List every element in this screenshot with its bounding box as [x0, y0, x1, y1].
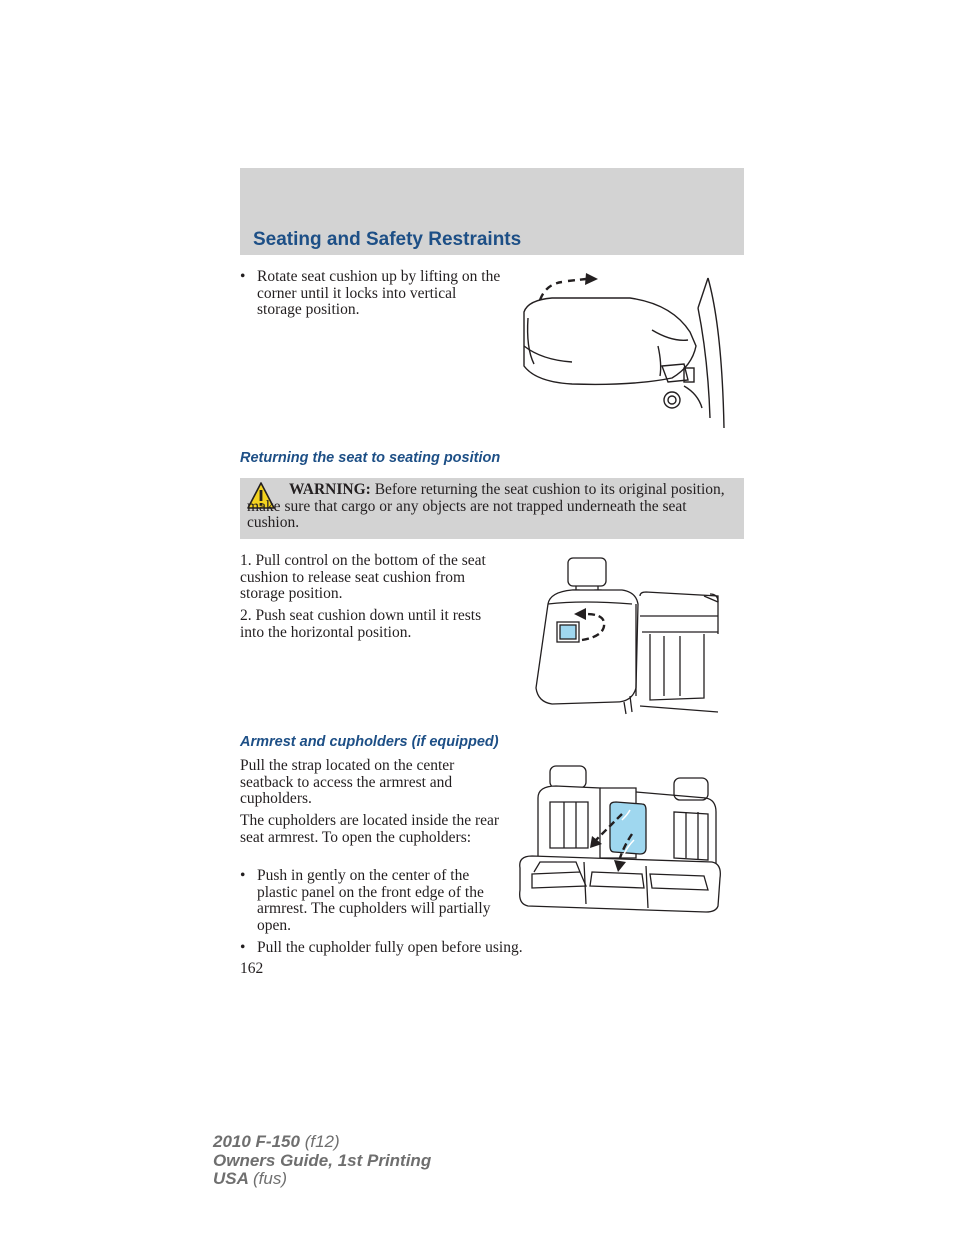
footer-market: USA [213, 1169, 249, 1188]
bullet-dot: • [240, 867, 246, 884]
bullet-rotate-cushion [240, 269, 502, 319]
footer-model-code: (f12) [304, 1132, 340, 1151]
bullet-pull-cupholder [240, 940, 620, 957]
heading-returning-seat: Returning the seat to seating position [240, 450, 501, 466]
warning-label: WARNING: [289, 481, 371, 498]
page-number: 162 [240, 960, 264, 977]
armrest-cupholder-illustration [516, 762, 722, 914]
step-2: 2. Push seat cushion down until it rests into the horizontal position. [240, 607, 482, 641]
section-title: Seating and Safety Restraints [253, 229, 522, 250]
document-footer [213, 1133, 431, 1189]
seat-release-illustration [532, 556, 722, 716]
footer-line-1 [213, 1133, 431, 1152]
armrest-paragraph-2: The cupholders are located inside the rear seat armrest. To open the cupholders: [240, 812, 500, 846]
warning-box [240, 478, 744, 539]
bullet-dot: • [240, 268, 246, 285]
bullet-text: Push in gently on the center of the plastic panel on the front edge of the armrest. The cupholders will partially open. [257, 867, 491, 934]
armrest-paragraph-1: Pull the strap located on the center seatback to access the armrest and cupholders. [240, 757, 455, 807]
bullet-text: Pull the cupholder fully open before using. [257, 939, 523, 956]
bullet-dot: • [240, 939, 246, 956]
seat-cushion-rotate-illustration [512, 268, 732, 430]
footer-model: 2010 F-150 [213, 1132, 300, 1151]
bullet-text: Rotate seat cushion up by lifting on the corner until it locks into vertical storage position. [257, 268, 501, 318]
step-1: 1. Pull control on the bottom of the seat cushion to release seat cushion from storage position. [240, 552, 486, 602]
heading-armrest-cupholders: Armrest and cupholders (if equipped) [240, 734, 499, 750]
warning-text [247, 482, 727, 532]
footer-line-2: Owners Guide, 1st Printing [213, 1150, 432, 1170]
warning-body: Before returning the seat cushion to its original position, make sure that cargo or any objects are not trapped underneath the seat cushion. [247, 481, 725, 531]
footer-market-code: (fus) [253, 1169, 287, 1188]
footer-line-3 [213, 1170, 431, 1189]
bullet-push-panel [240, 868, 502, 934]
section-header-band [240, 168, 744, 255]
